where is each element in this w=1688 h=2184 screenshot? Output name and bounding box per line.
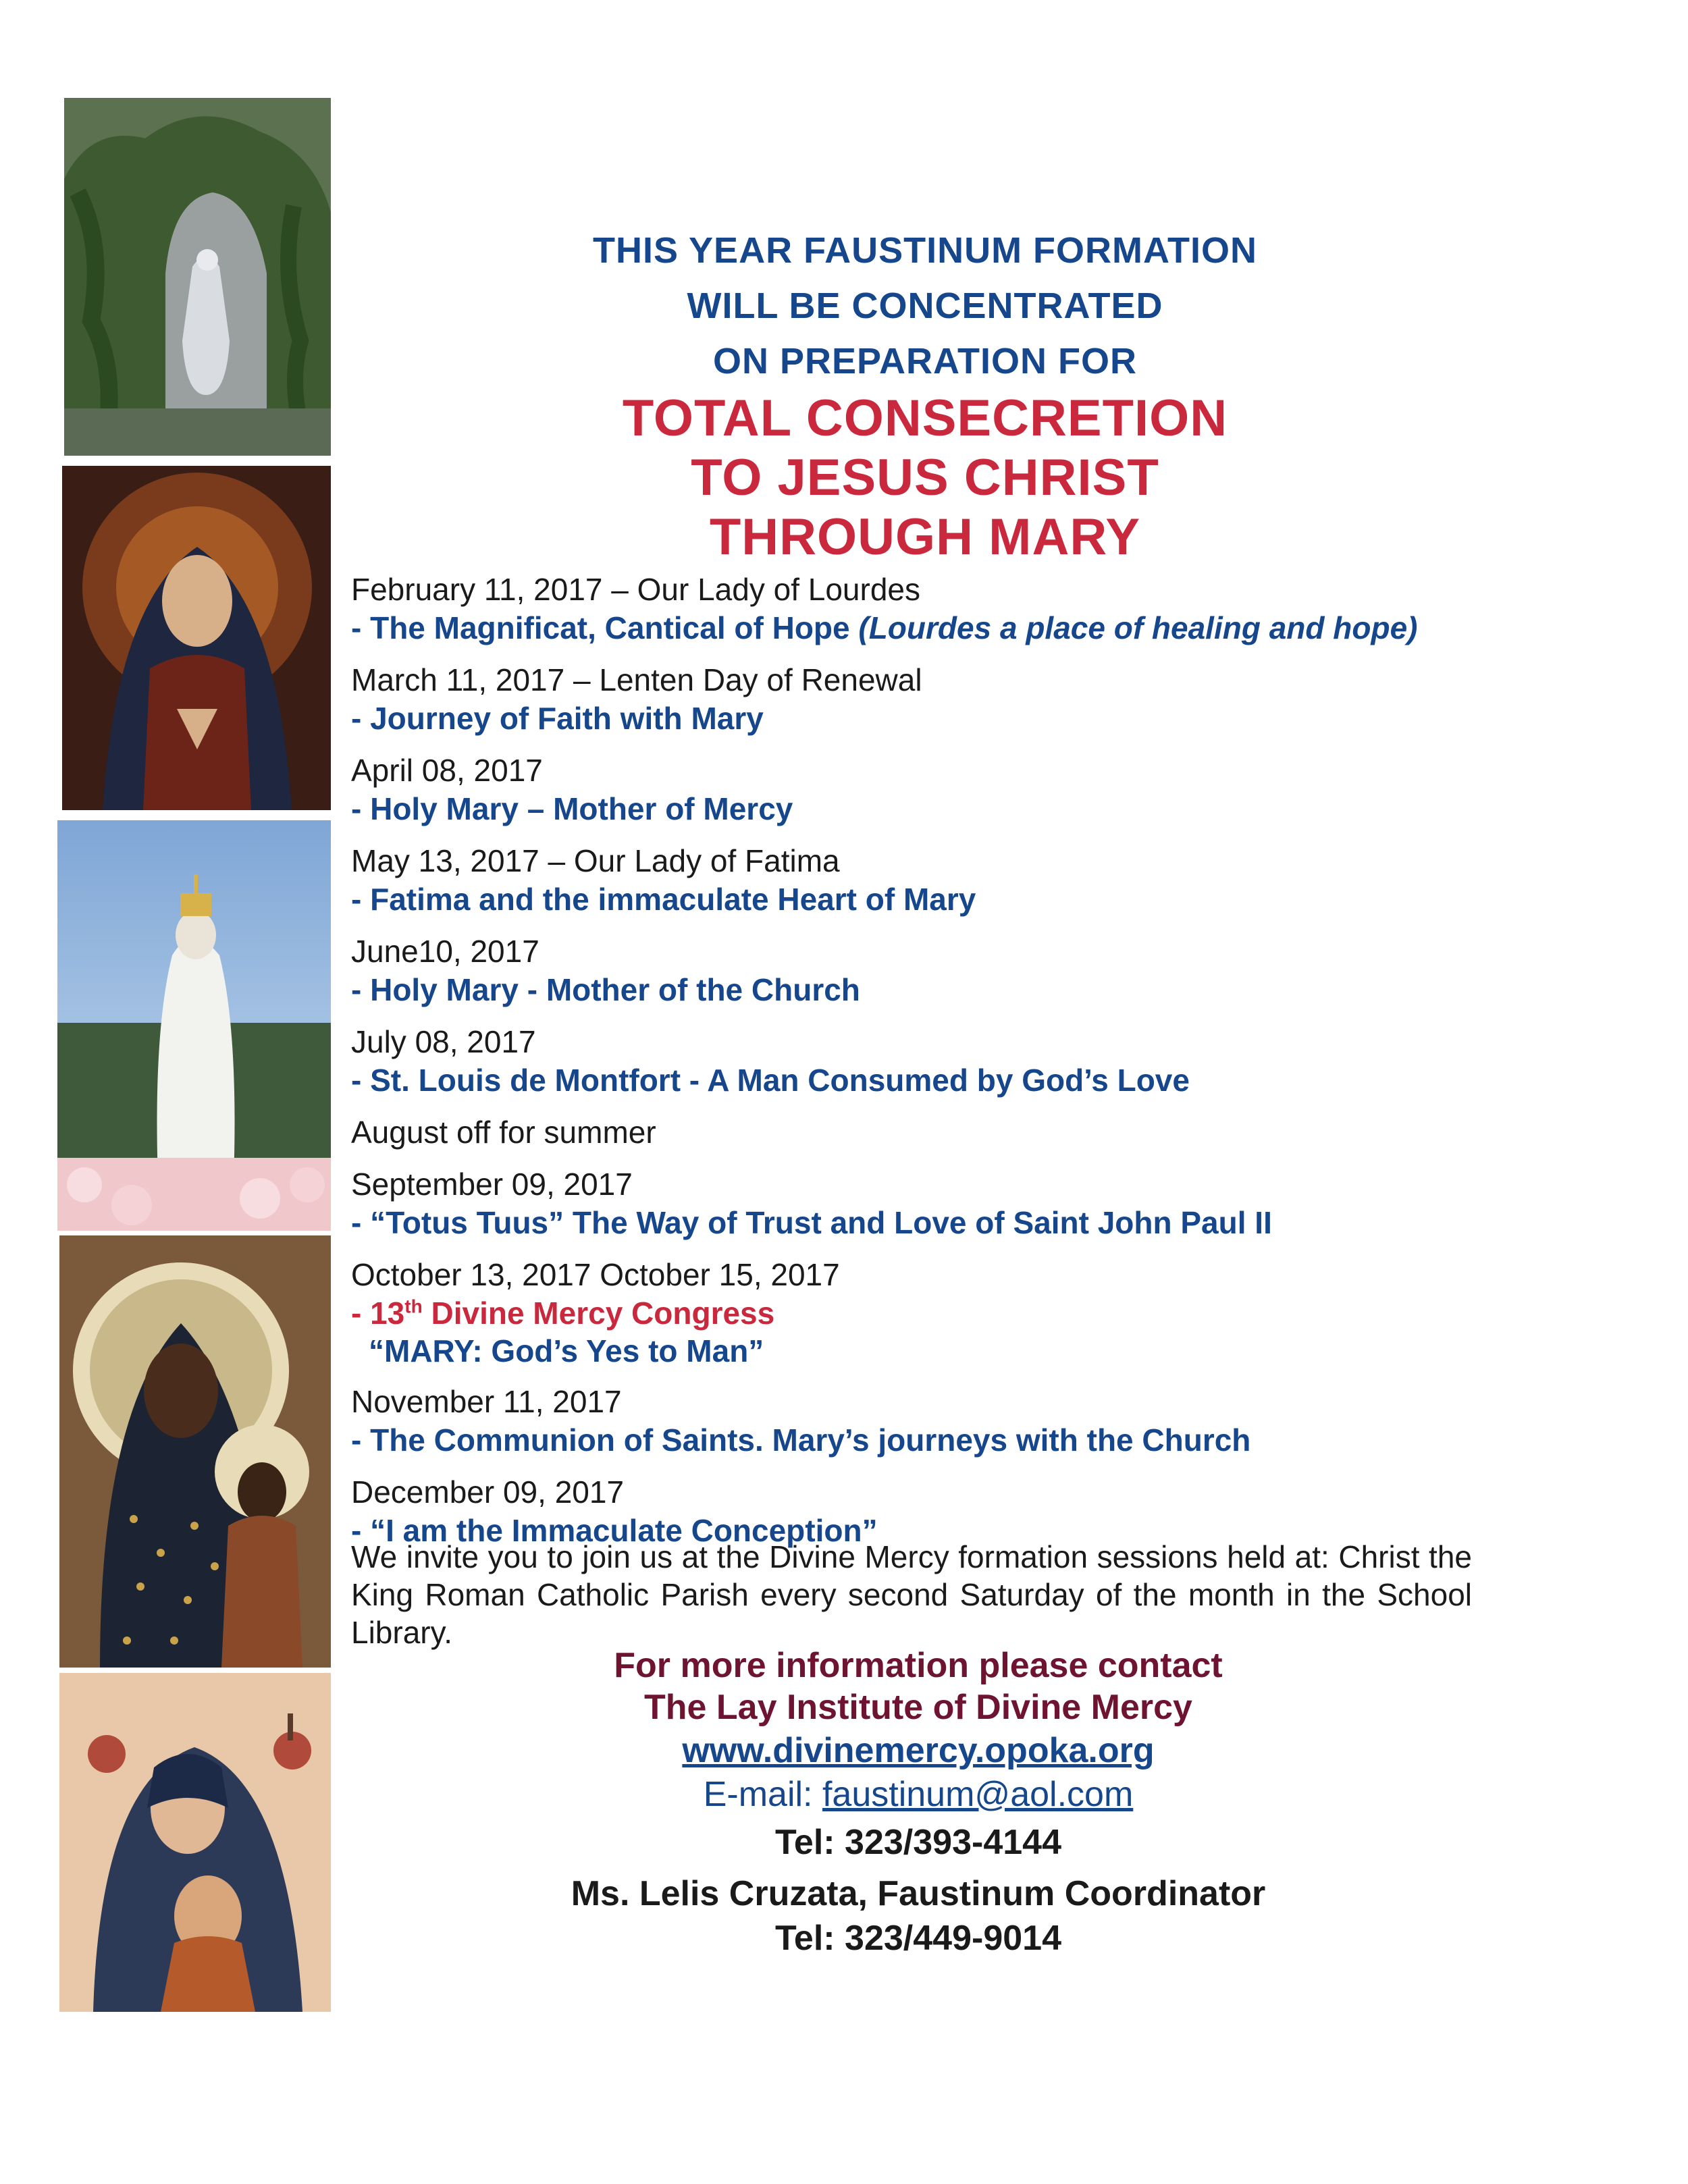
event-topic-note: (Lourdes a place of healing and hope) (858, 610, 1418, 645)
invitation-paragraph: We invite you to join us at the Divine Mercy formation sessions held at: Christ the King Roman Catholic Parish every second Saturday of the month in the School Library. (351, 1539, 1472, 1650)
event-date: August off for summer (351, 1115, 656, 1150)
institute-name: The Lay Institute of Divine Mercy (644, 1688, 1192, 1727)
lourdes-grotto-image (64, 98, 331, 456)
congress-ordinal-suffix: th (404, 1296, 423, 1317)
event-topic-congress (351, 1294, 1668, 1333)
event-topic (351, 609, 1668, 647)
event-item (351, 1023, 1668, 1100)
phone-coordinator: Tel: 323/449-9014 (775, 1919, 1061, 1958)
event-item (351, 1165, 1668, 1242)
email-link[interactable]: faustinum@aol.com (822, 1775, 1134, 1814)
events-list (351, 570, 1668, 1564)
heading-line-4: TOTAL CONSECRETION (622, 390, 1228, 447)
website-link[interactable]: www.divinemercy.opoka.org (682, 1731, 1155, 1770)
event-topic: - The Communion of Saints. Mary’s journeys with the Church (351, 1422, 1251, 1458)
heading-line-5: TO JESUS CHRIST (691, 449, 1159, 506)
perpetual-help-icon-image (59, 1673, 331, 2012)
event-date: February 11, 2017 – Our Lady of Lourdes (351, 572, 921, 607)
black-madonna-image (59, 1235, 331, 1668)
heading-line-2: WILL BE CONCENTRATED (687, 286, 1163, 326)
event-topic: - St. Louis de Montfort - A Man Consumed by God’s Love (351, 1063, 1190, 1098)
contact-block (378, 1645, 1458, 1961)
event-topic: - Holy Mary - Mother of the Church (351, 972, 860, 1007)
congress-title: Divine Mercy Congress (422, 1296, 775, 1331)
event-date: July 08, 2017 (351, 1024, 536, 1059)
event-item (351, 842, 1668, 919)
congress-prefix: - 13 (351, 1296, 405, 1331)
event-date: March 11, 2017 – Lenten Day of Renewal (351, 662, 922, 697)
event-item (351, 1113, 1668, 1152)
event-date: December 09, 2017 (351, 1474, 625, 1510)
heading-line-3: ON PREPARATION FOR (712, 341, 1137, 381)
event-date: October 13, 2017 October 15, 2017 (351, 1257, 840, 1292)
heading-line-6: THROUGH MARY (709, 508, 1141, 566)
event-topic: - Journey of Faith with Mary (351, 701, 764, 736)
event-topic: - “I am the Immaculate Conception” (351, 1513, 878, 1548)
event-item (351, 570, 1668, 647)
event-item (351, 661, 1668, 738)
event-date: May 13, 2017 – Our Lady of Fatima (351, 843, 840, 878)
fatima-statue-image (57, 820, 331, 1231)
event-item (351, 932, 1668, 1009)
coordinator-name: Ms. Lelis Cruzata, Faustinum Coordinator (571, 1874, 1266, 1913)
event-item (351, 1383, 1668, 1460)
event-date: April 08, 2017 (351, 753, 543, 788)
contact-heading: For more information please contact (614, 1646, 1223, 1685)
phone-main: Tel: 323/393-4144 (775, 1823, 1061, 1862)
event-topic: - Fatima and the immaculate Heart of Mary (351, 882, 976, 917)
event-date: June10, 2017 (351, 934, 539, 969)
event-item (351, 1256, 1668, 1369)
event-date: November 11, 2017 (351, 1384, 622, 1419)
event-topic-text: - The Magnificat, Cantical of Hope (351, 610, 850, 645)
event-date: September 09, 2017 (351, 1167, 633, 1202)
event-topic: - “Totus Tuus” The Way of Trust and Love of Saint John Paul II (351, 1205, 1272, 1240)
email-line (378, 1773, 1458, 1816)
heading-line-1: THIS YEAR FAUSTINUM FORMATION (593, 230, 1257, 271)
page-heading (351, 223, 1499, 567)
event-topic: - Holy Mary – Mother of Mercy (351, 791, 793, 826)
email-label: E-mail: (703, 1775, 822, 1814)
sorrowful-mother-image (62, 466, 331, 810)
congress-theme: “MARY: God’s Yes to Man” (369, 1333, 764, 1368)
event-item (351, 751, 1668, 828)
